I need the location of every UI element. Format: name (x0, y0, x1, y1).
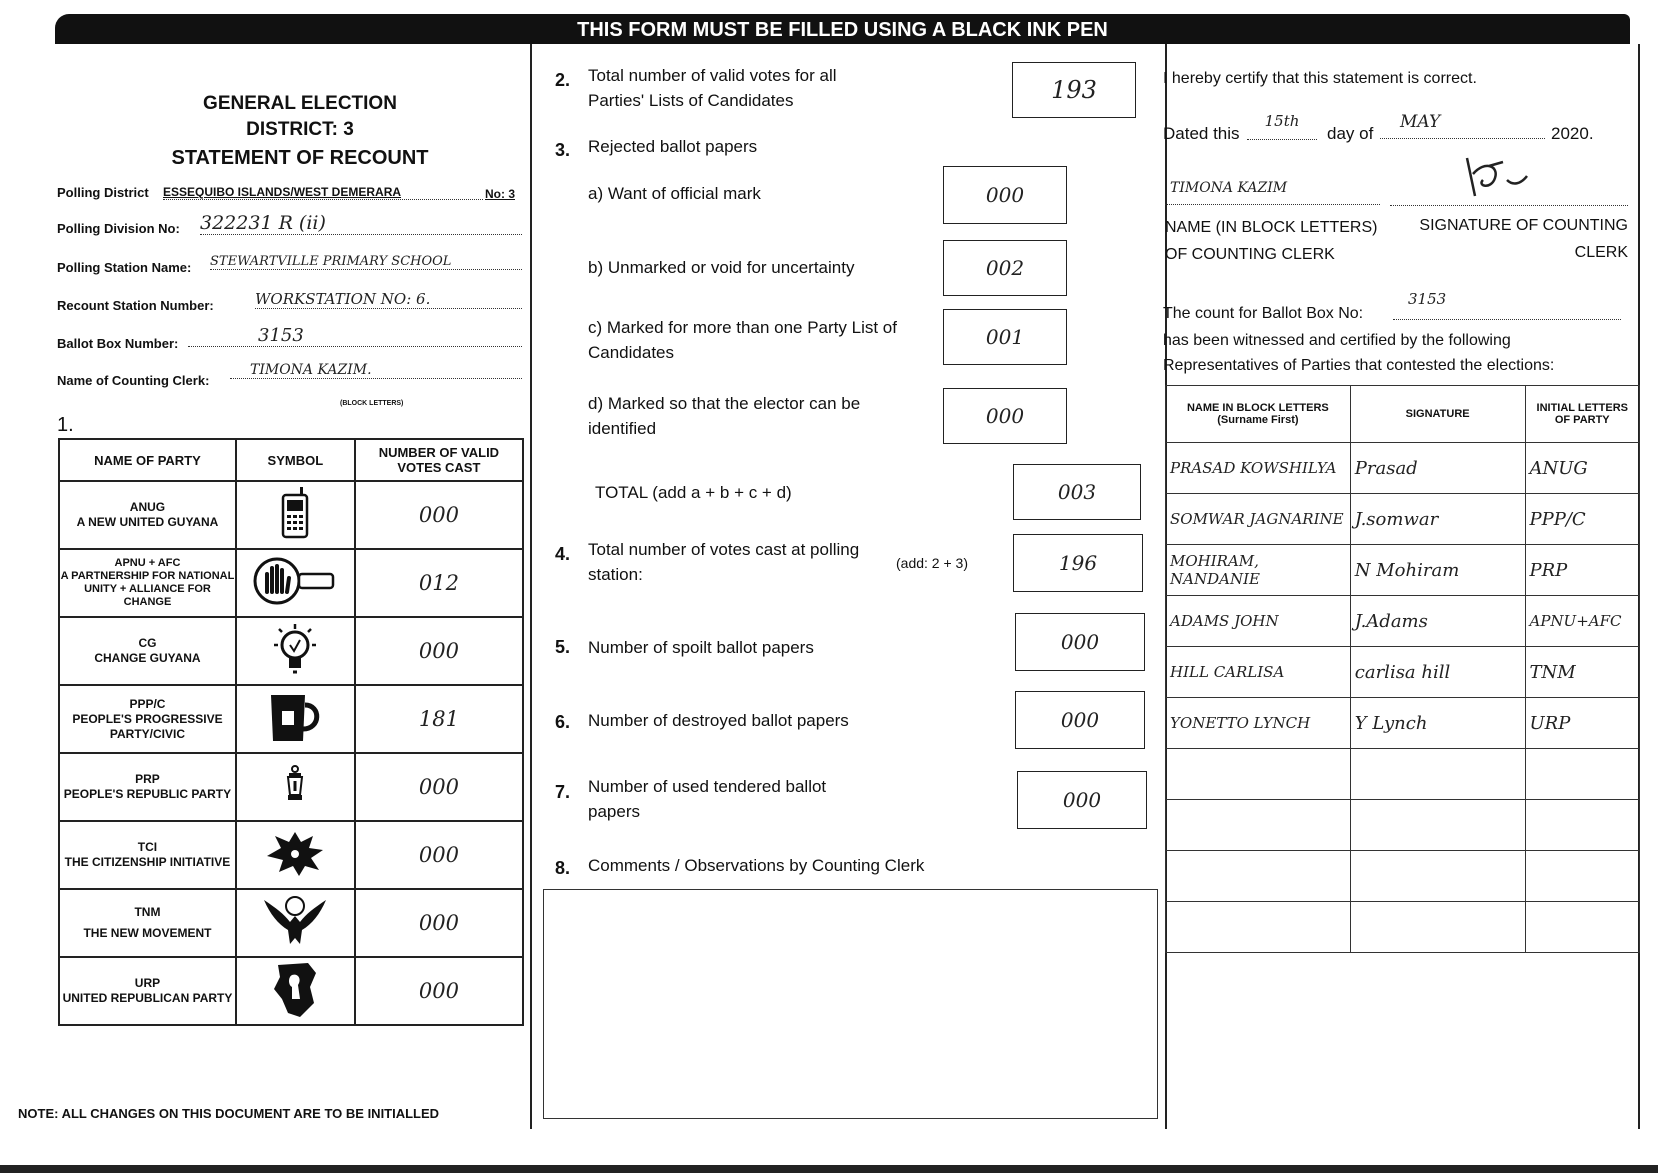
party-abbr: PRP (135, 772, 160, 786)
item-3c-value-box: 001 (943, 309, 1067, 365)
eagle-icon (260, 892, 330, 950)
party-votes-cell: 000 (355, 821, 523, 889)
recount-station-label: Recount Station Number: (57, 298, 214, 313)
title-line1: GENERAL ELECTION (203, 93, 397, 114)
item-5-value-box: 000 (1015, 613, 1145, 671)
cup-icon (265, 689, 325, 745)
party-votes-cell: 000 (355, 617, 523, 685)
hand-key-icon (253, 552, 337, 610)
ballot-box-value: 3153 (188, 325, 522, 347)
item-3a-label: a) Want of official mark (588, 184, 761, 203)
party-symbol-cell (236, 753, 355, 821)
lantern-icon (284, 765, 306, 805)
leaf-cluster-icon (263, 828, 327, 878)
rep-row (1166, 545, 1640, 596)
rep-name-cell: MOHIRAM, NANDANIE (1166, 545, 1351, 596)
item-4-note: (add: 2 + 3) (896, 555, 968, 571)
party-row (59, 617, 523, 685)
party-name-cell (59, 481, 236, 549)
party-fullname: PEOPLE'S REPUBLIC PARTY (63, 787, 232, 801)
total-value-box: 003 (1013, 464, 1141, 520)
rep-row (1166, 647, 1640, 698)
clerk-signature-line (1390, 150, 1628, 206)
rep-signature-cell: J.Adams (1350, 596, 1525, 647)
polling-station-value: STEWARTVILLE PRIMARY SCHOOL (210, 254, 522, 270)
rep-name-cell: ADAMS JOHN (1166, 596, 1351, 647)
rep-party-cell: APNU+AFC (1525, 596, 1640, 647)
party-name-cell (59, 753, 236, 821)
polling-division-value: 322231 R (ii) (200, 212, 522, 235)
rep-party-cell[interactable] (1525, 902, 1640, 953)
title-line3: STATEMENT OF RECOUNT (171, 147, 429, 169)
day-value: 15th (1247, 112, 1317, 140)
footer-note: NOTE: ALL CHANGES ON THIS DOCUMENT ARE TO BE INITIALLED (18, 1106, 440, 1121)
item-7-label: Number of used tendered ballot papers (588, 777, 827, 821)
rep-signature-cell[interactable] (1350, 800, 1525, 851)
party-votes-table (58, 438, 524, 1026)
section-1-number: 1. (57, 414, 74, 436)
header-symbol: SYMBOL (236, 439, 355, 481)
rep-party-cell[interactable] (1525, 800, 1640, 851)
rep-party-cell: PRP (1525, 545, 1640, 596)
name-caption: NAME (IN BLOCK LETTERS) OF COUNTING CLERK (1165, 219, 1378, 263)
item-3c-label: c) Marked for more than one Party List of Candidates (588, 318, 897, 362)
rep-name-cell: YONETTO LYNCH (1166, 698, 1351, 749)
party-row (59, 481, 523, 549)
item-4-value-box: 196 (1013, 534, 1143, 592)
party-abbr: TCI (137, 840, 158, 854)
signature-caption: SIGNATURE OF COUNTING CLERK (1419, 217, 1628, 261)
party-abbr: CG (138, 636, 157, 650)
district-number: No: 3 (485, 187, 515, 201)
count-value: 3153 (1393, 290, 1621, 320)
party-row (59, 685, 523, 753)
certify-statement: I hereby certify that this statement is correct. (1163, 70, 1477, 87)
column-divider-left (530, 44, 532, 1129)
rep-signature-cell: carlisa hill (1350, 647, 1525, 698)
rep-row (1166, 851, 1640, 902)
polling-division-label: Polling Division No: (57, 221, 180, 236)
header-rep-party: INITIAL LETTERS OF PARTY (1525, 386, 1640, 443)
party-name-cell (59, 821, 236, 889)
item-3a-value-box: 000 (943, 166, 1067, 224)
party-symbol-cell (236, 821, 355, 889)
rep-signature-cell: N Mohiram (1350, 545, 1525, 596)
party-name-cell (59, 549, 236, 617)
party-votes-cell: 181 (355, 685, 523, 753)
party-representatives-table (1165, 385, 1640, 953)
party-votes-cell: 000 (355, 753, 523, 821)
item-3-number: 3. (555, 140, 571, 160)
item-3-label: Rejected ballot papers (588, 137, 758, 156)
party-fullname: A PARTNERSHIP FOR NATIONAL UNITY + ALLIANCE FOR CHANGE (60, 570, 235, 608)
rep-row (1166, 800, 1640, 851)
rep-signature-cell: Prasad (1350, 443, 1525, 494)
bottom-edge (0, 1165, 1658, 1173)
item-8-number: 8. (555, 858, 571, 878)
rep-party-cell[interactable] (1525, 749, 1640, 800)
rep-row (1166, 902, 1640, 953)
rep-party-cell: TNM (1525, 647, 1640, 698)
party-symbol-cell (236, 617, 355, 685)
rep-row (1166, 698, 1640, 749)
witness-line-1: has been witnessed and certified by the following (1163, 332, 1511, 349)
party-fullname: PEOPLE'S PROGRESSIVE PARTY/CIVIC (72, 711, 223, 741)
item-3d-label: d) Marked so that the elector can be identified (588, 394, 861, 438)
party-symbol-cell (236, 481, 355, 549)
party-abbr: PPP/C (129, 696, 166, 711)
item-6-label: Number of destroyed ballot papers (588, 711, 849, 730)
item-8-label: Comments / Observations by Counting Clerk (588, 856, 925, 875)
rep-row (1166, 596, 1640, 647)
party-name-cell (59, 957, 236, 1025)
rep-party-cell: PPP/C (1525, 494, 1640, 545)
rep-signature-cell[interactable] (1350, 851, 1525, 902)
rep-signature-cell: Y Lynch (1350, 698, 1525, 749)
ballot-box-label: Ballot Box Number: (57, 336, 179, 351)
header-votes: NUMBER OF VALID VOTES CAST (355, 439, 523, 481)
map-figure-icon (270, 959, 320, 1019)
party-symbol-cell (236, 549, 355, 617)
party-votes-cell: 000 (355, 957, 523, 1025)
mobile-phone-icon (280, 487, 310, 539)
rep-name-cell: PRASAD KOWSHILYA (1166, 443, 1351, 494)
party-fullname: A NEW UNITED GUYANA (76, 515, 219, 529)
party-row (59, 957, 523, 1025)
party-name-cell (59, 617, 236, 685)
year-label: 2020. (1551, 124, 1594, 143)
title-line2: DISTRICT: 3 (246, 119, 354, 140)
party-fullname: UNITED REPUBLICAN PARTY (62, 991, 233, 1005)
item-6-number: 6. (555, 712, 571, 732)
clerk-name-value: TIMONA KAZIM (1165, 180, 1380, 205)
item-3b-value-box: 002 (943, 240, 1067, 296)
polling-district-label: Polling District (57, 185, 149, 200)
rep-signature-cell[interactable] (1350, 749, 1525, 800)
total-label: TOTAL (add a + b + c + d) (595, 483, 792, 502)
polling-station-label: Polling Station Name: (57, 260, 192, 275)
rep-row (1166, 443, 1640, 494)
item-2-value-box: 193 (1012, 62, 1136, 118)
polling-district-value: ESSEQUIBO ISLANDS/WEST DEMERARA (163, 185, 483, 200)
item-3d-value-box: 000 (943, 388, 1067, 444)
item-7-number: 7. (555, 782, 571, 802)
rep-name-cell[interactable] (1166, 851, 1351, 902)
rep-name-cell: HILL CARLISA (1166, 647, 1351, 698)
party-symbol-cell (236, 957, 355, 1025)
comments-box[interactable] (543, 889, 1158, 1119)
item-3b-label: b) Unmarked or void for uncertainty (588, 258, 855, 277)
rep-name-cell[interactable] (1166, 749, 1351, 800)
item-5-label: Number of spoilt ballot papers (588, 638, 814, 657)
party-symbol-cell (236, 889, 355, 957)
rep-row (1166, 494, 1640, 545)
rep-name-cell: SOMWAR JAGNARINE (1166, 494, 1351, 545)
rep-party-cell: ANUG (1525, 443, 1640, 494)
instruction-banner: THIS FORM MUST BE FILLED USING A BLACK INK PEN (55, 14, 1630, 44)
item-7-value-box: 000 (1017, 771, 1147, 829)
rep-signature-cell: J.somwar (1350, 494, 1525, 545)
party-fullname: CHANGE GUYANA (94, 651, 201, 665)
party-table-header (59, 439, 523, 481)
rep-row (1166, 749, 1640, 800)
rep-name-cell[interactable] (1166, 800, 1351, 851)
clerk-value: TIMONA KAZIM. (230, 362, 522, 379)
item-2-label: Total number of valid votes for all Parties' Lists of Candidates (588, 66, 837, 110)
count-label: The count for Ballot Box No: (1163, 305, 1364, 322)
party-abbr: URP (134, 976, 161, 990)
header-party-name: NAME OF PARTY (59, 439, 236, 481)
item-2-number: 2. (555, 70, 571, 90)
party-name-cell (59, 889, 236, 957)
month-value: MAY (1380, 112, 1545, 139)
item-4-number: 4. (555, 544, 571, 564)
party-abbr: ANUG (129, 500, 166, 514)
party-votes-cell: 012 (355, 549, 523, 617)
rep-table-header (1166, 386, 1640, 443)
party-abbr: APNU + AFC (114, 557, 181, 569)
header-rep-signature: SIGNATURE (1350, 386, 1525, 443)
party-row (59, 889, 523, 957)
party-votes-cell: 000 (355, 481, 523, 549)
item-6-value-box: 000 (1015, 691, 1145, 749)
rep-name-cell[interactable] (1166, 902, 1351, 953)
lightbulb-icon (273, 621, 317, 677)
rep-signature-cell[interactable] (1350, 902, 1525, 953)
dated-this-label: Dated this (1163, 124, 1240, 143)
clerk-signature-mark (1455, 150, 1535, 205)
witness-line-2: Representatives of Parties that contested the elections: (1163, 357, 1555, 374)
party-fullname: THE CITIZENSHIP INITIATIVE (64, 855, 231, 869)
party-symbol-cell (236, 685, 355, 753)
party-row (59, 549, 523, 617)
party-abbr: TNM (134, 905, 161, 919)
rep-party-cell[interactable] (1525, 851, 1640, 902)
block-letters-note: (BLOCK LETTERS) (340, 400, 404, 407)
party-fullname: THE NEW MOVEMENT (83, 926, 212, 940)
header-rep-name: NAME IN BLOCK LETTERS (Surname First) (1166, 386, 1351, 443)
day-of-label: day of (1327, 124, 1374, 143)
recount-station-value: WORKSTATION NO: 6. (255, 290, 522, 309)
party-row (59, 753, 523, 821)
party-row (59, 821, 523, 889)
party-votes-cell: 000 (355, 889, 523, 957)
clerk-label: Name of Counting Clerk: (57, 373, 210, 388)
item-5-number: 5. (555, 637, 571, 657)
rep-party-cell: URP (1525, 698, 1640, 749)
party-name-cell (59, 685, 236, 753)
item-4-label: Total number of votes cast at polling station: (588, 540, 860, 584)
